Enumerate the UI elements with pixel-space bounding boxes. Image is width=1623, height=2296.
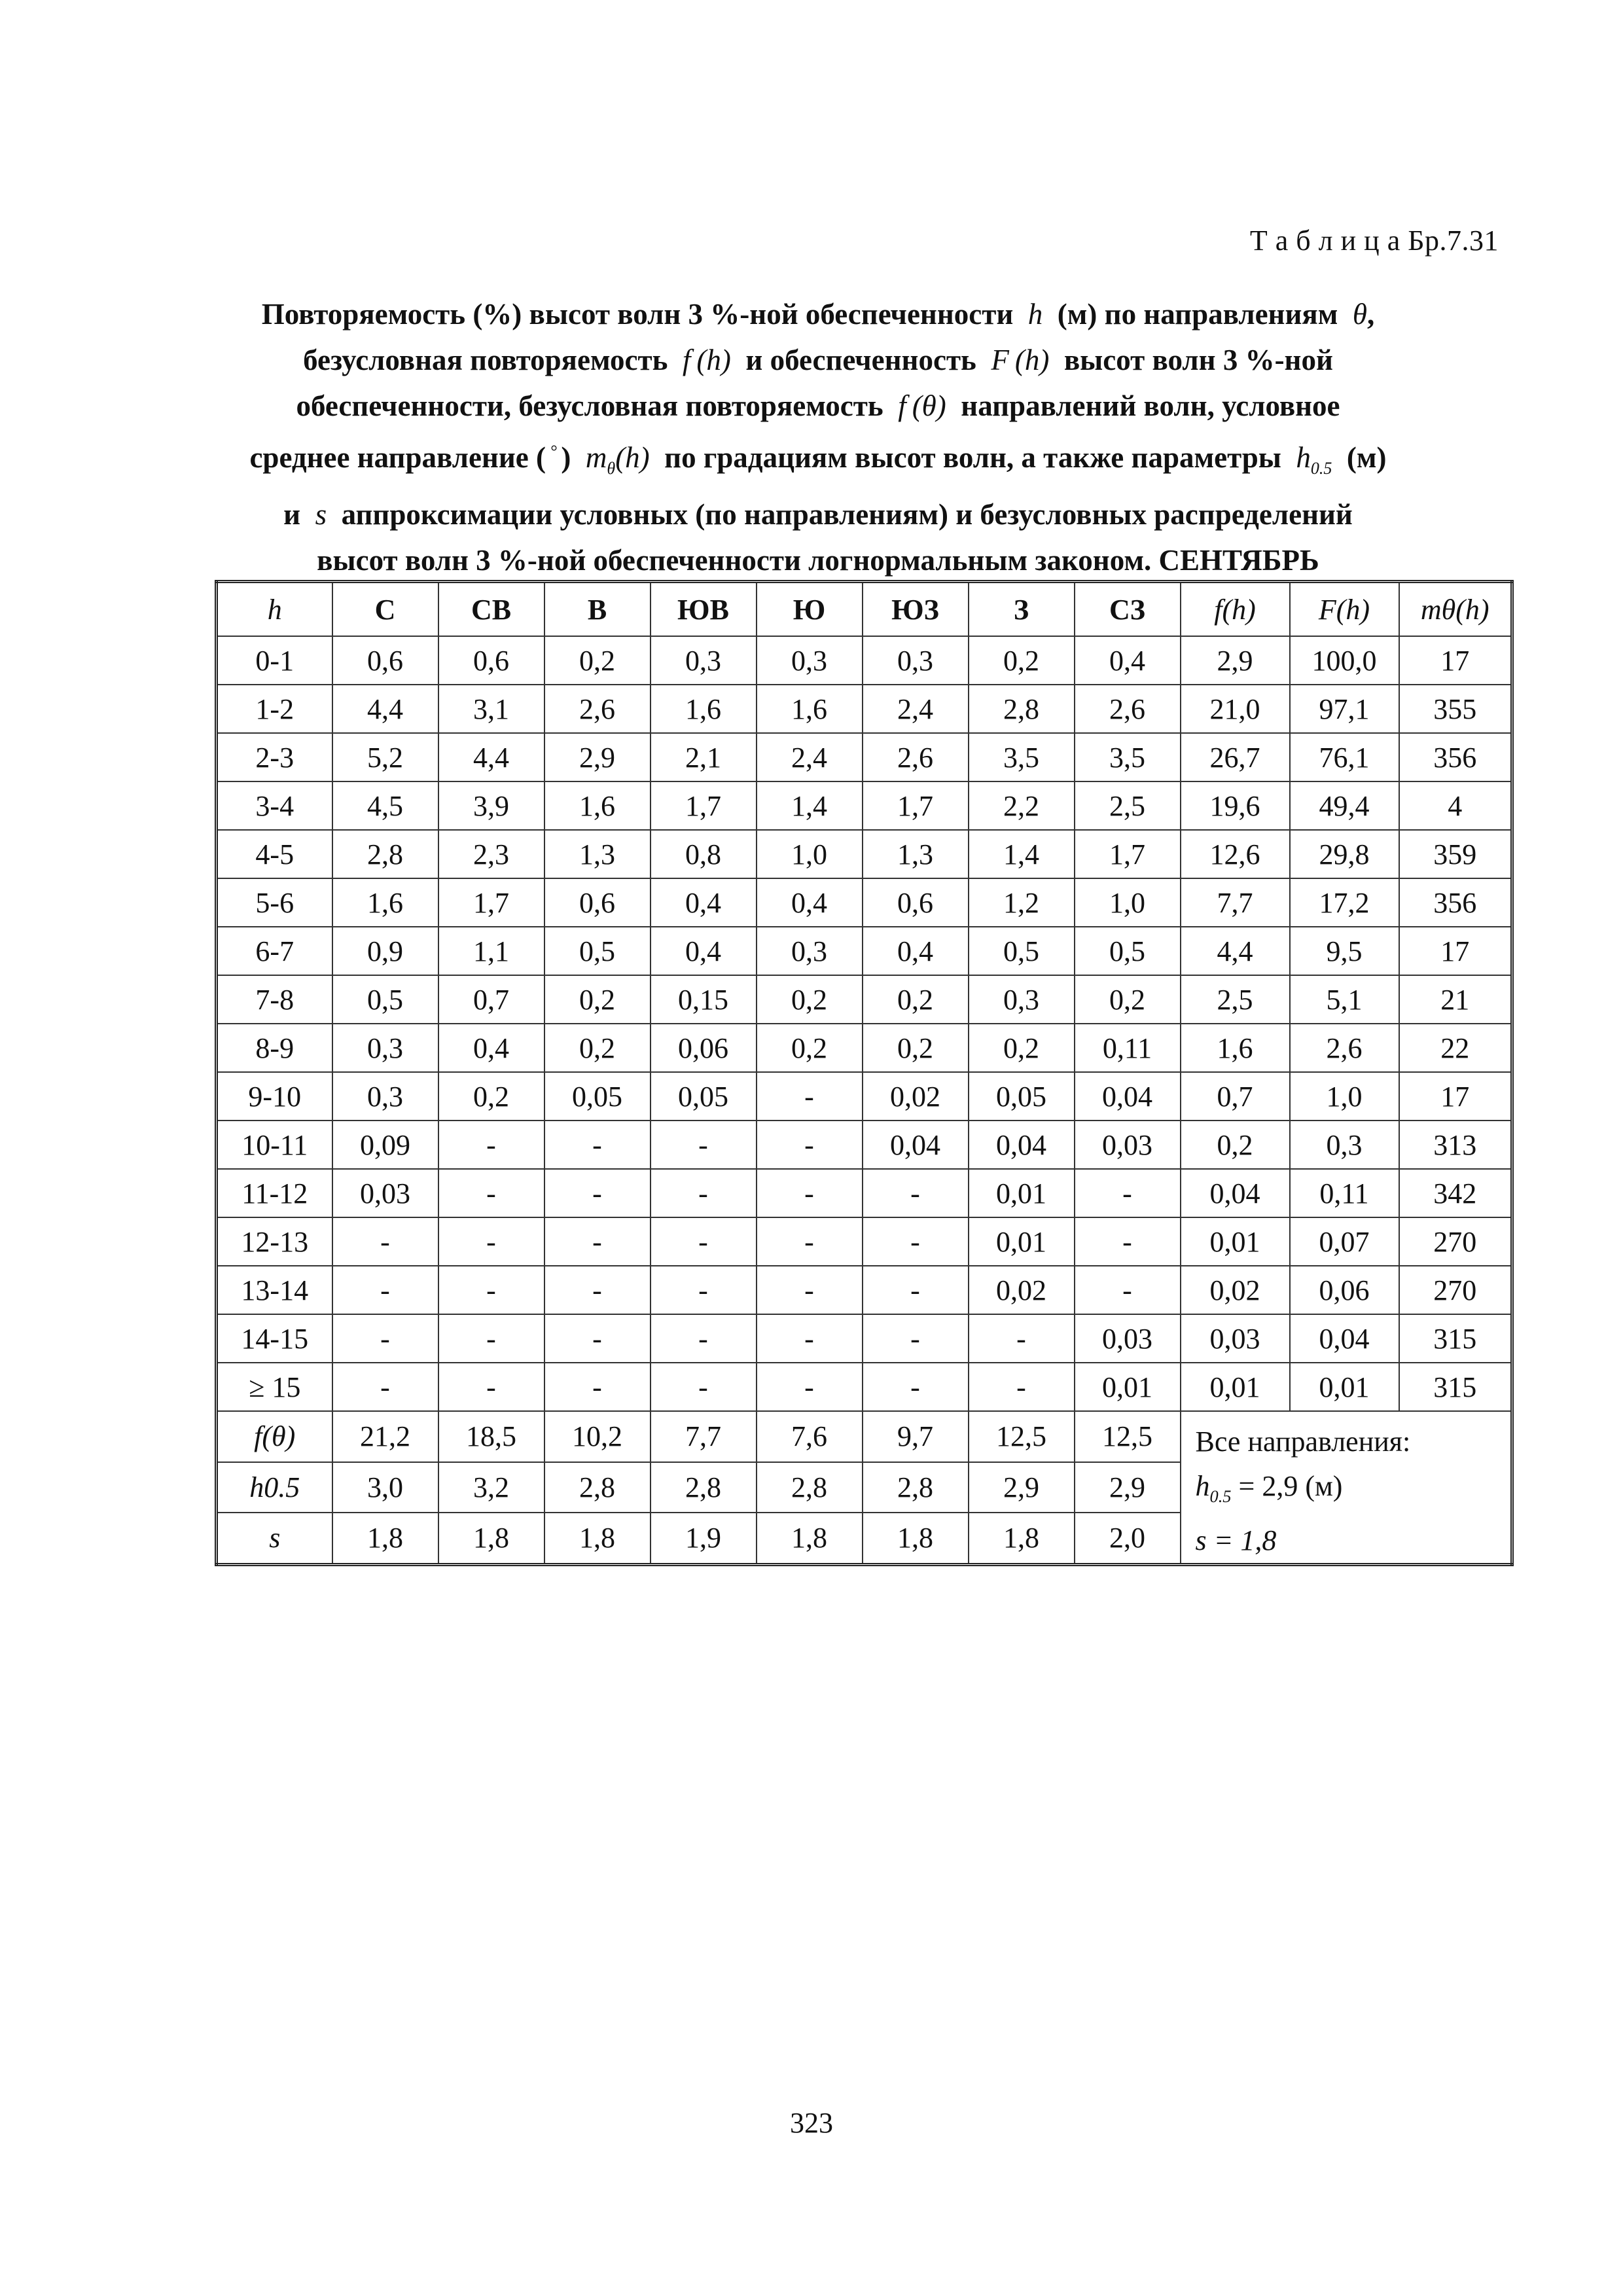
footer-row [217,1411,1512,1462]
table-cell: - [438,1314,544,1363]
table-cell: 0,11 [1075,1024,1181,1072]
table-row [217,1121,1512,1169]
table-cell: - [438,1121,544,1169]
summary-h: $h_{0.5} = 2,9$ (м) [1195,1470,1343,1506]
all-directions-summary [1181,1411,1512,1564]
table-cell: 2,2 [969,781,1075,830]
wave-height-table [215,580,1514,1566]
height-range-cell: 5-6 [217,878,332,927]
table-cell: 270 [1399,1217,1512,1266]
table-cell: 2,4 [863,685,969,733]
height-range-cell: 9-10 [217,1072,332,1121]
table-cell: 17 [1399,1072,1512,1121]
table-cell: 2,8 [757,1462,863,1513]
table-row [217,636,1512,685]
table-cell: 19,6 [1181,781,1290,830]
table-cell: 0,7 [1181,1072,1290,1121]
table-cell: 0,01 [1290,1363,1399,1411]
table-cell: 0,11 [1290,1169,1399,1217]
table-cell: 2,3 [438,830,544,878]
height-range-cell: 11-12 [217,1169,332,1217]
table-cell: 21,0 [1181,685,1290,733]
table-row [217,1314,1512,1363]
table-cell: 29,8 [1290,830,1399,878]
table-label: Т а б л и ц а Бр.7.31 [1249,224,1499,257]
table-cell: 0,5 [1075,927,1181,975]
height-range-cell: 4-5 [217,830,332,878]
table-cell: 1,6 [651,685,757,733]
table-cell: 0,03 [1075,1121,1181,1169]
table-cell: 1,7 [1075,830,1181,878]
table-footer [217,1411,1512,1564]
table-cell: 12,6 [1181,830,1290,878]
table-cell: 0,2 [1075,975,1181,1024]
table-cell: 0,04 [1181,1169,1290,1217]
table-row [217,685,1512,733]
table-cell: 0,4 [651,878,757,927]
table-cell: 0,01 [1075,1363,1181,1411]
table-cell: 2,9 [544,733,651,781]
table-cell: 4,4 [1181,927,1290,975]
table-cell: 5,2 [332,733,438,781]
table-cell: 0,2 [757,1024,863,1072]
table-cell: 315 [1399,1314,1512,1363]
header-cell: ЮВ [651,582,757,637]
table-cell: - [544,1217,651,1266]
table-cell: 1,8 [863,1513,969,1564]
height-range-cell: 10-11 [217,1121,332,1169]
table-cell: 21,2 [332,1411,438,1462]
table-cell: 0,01 [969,1169,1075,1217]
caption-line-2: безусловная повторяемость f (h) и обеспеченность F (h) высот волн 3 %-ной [303,344,1333,376]
table-cell: 0,05 [651,1072,757,1121]
caption-line-4: среднее направление ( ° ) $m_\theta(h)$ по градациям высот волн, а также параметры $h_{0.5}$ (м) [249,441,1387,478]
table-cell: 342 [1399,1169,1512,1217]
table-cell: 1,7 [438,878,544,927]
table-cell: 0,3 [332,1072,438,1121]
table-cell: 1,7 [863,781,969,830]
table-cell: 1,1 [438,927,544,975]
table-cell: 1,6 [757,685,863,733]
table-cell: 3,9 [438,781,544,830]
table-cell: 0,03 [1075,1314,1181,1363]
table-cell: 0,7 [438,975,544,1024]
table-cell: 313 [1399,1121,1512,1169]
table-cell: 0,03 [1181,1314,1290,1363]
height-range-cell: 13-14 [217,1266,332,1314]
table-cell: 0,06 [1290,1266,1399,1314]
table-cell: 4,5 [332,781,438,830]
table-cell: 3,0 [332,1462,438,1513]
summary-title: Все направления: [1195,1426,1411,1458]
table-cell: - [332,1314,438,1363]
height-range-cell: 7-8 [217,975,332,1024]
table-cell: - [863,1217,969,1266]
table-cell: - [757,1169,863,1217]
table-cell: 0,8 [651,830,757,878]
table-cell: - [332,1266,438,1314]
table-cell: 1,3 [863,830,969,878]
caption-line-1: Повторяемость (%) высот волн 3 %-ной обеспеченности h (м) по направлениям θ, [261,298,1375,331]
table-cell: 1,6 [544,781,651,830]
table-cell: 0,2 [544,975,651,1024]
table-cell: 2,6 [1290,1024,1399,1072]
table-cell: 21 [1399,975,1512,1024]
table-cell: - [544,1121,651,1169]
table-cell: - [969,1314,1075,1363]
height-range-cell: 1-2 [217,685,332,733]
table-cell: 1,4 [969,830,1075,878]
table-cell: 0,4 [863,927,969,975]
table-cell: 0,2 [1181,1121,1290,1169]
table-cell: 17 [1399,636,1512,685]
table-row [217,1024,1512,1072]
table-cell: 0,4 [1075,636,1181,685]
table-cell: 0,2 [969,1024,1075,1072]
table-cell: 0,3 [757,636,863,685]
height-range-cell: 8-9 [217,1024,332,1072]
table-cell: 5,1 [1290,975,1399,1024]
table-row [217,975,1512,1024]
header-cell: СЗ [1075,582,1181,637]
table-cell: 18,5 [438,1411,544,1462]
table-cell: 1,4 [757,781,863,830]
caption-line-5: и s аппроксимации условных (по направлениям) и безусловных распределений [283,498,1353,531]
table-cell: - [651,1314,757,1363]
table-cell: 359 [1399,830,1512,878]
table-cell: 315 [1399,1363,1512,1411]
table-cell: 0,5 [969,927,1075,975]
table-cell: 7,6 [757,1411,863,1462]
table-cell: 0,5 [544,927,651,975]
table-cell: 0,2 [757,975,863,1024]
table-cell: - [332,1217,438,1266]
table-cell: 2,4 [757,733,863,781]
table-cell: 2,6 [544,685,651,733]
height-range-cell: 3-4 [217,781,332,830]
table-row [217,1266,1512,1314]
table-cell: 0,5 [332,975,438,1024]
table-cell: 1,0 [757,830,863,878]
table-cell: - [1075,1169,1181,1217]
height-range-cell: 14-15 [217,1314,332,1363]
table-cell: 1,9 [651,1513,757,1564]
parameter-cell: s [217,1513,332,1564]
table-cell: 4,4 [438,733,544,781]
table-cell: 0,6 [544,878,651,927]
table-cell: 0,3 [863,636,969,685]
table-cell: 4,4 [332,685,438,733]
table-cell: 2,9 [969,1462,1075,1513]
table-cell: 1,6 [332,878,438,927]
table-caption [196,291,1440,583]
table-cell: - [544,1363,651,1411]
table-cell: 0,04 [1075,1072,1181,1121]
table-cell: - [651,1217,757,1266]
table-cell: 1,7 [651,781,757,830]
table-cell: 0,6 [332,636,438,685]
table-cell: - [1075,1217,1181,1266]
table-cell: 0,06 [651,1024,757,1072]
table-cell: 3,5 [1075,733,1181,781]
table-row [217,830,1512,878]
table-cell: - [863,1363,969,1411]
table-cell: 1,0 [1075,878,1181,927]
header-cell: mθ(h) [1399,582,1512,637]
header-cell: F(h) [1290,582,1399,637]
header-cell: З [969,582,1075,637]
table-cell: - [863,1169,969,1217]
table-cell: 356 [1399,878,1512,927]
table-cell: 12,5 [969,1411,1075,1462]
header-cell: СВ [438,582,544,637]
table-cell: 2,1 [651,733,757,781]
table-cell: 12,5 [1075,1411,1181,1462]
table-cell: 100,0 [1290,636,1399,685]
page-number: 323 [790,2107,833,2139]
table-cell: - [863,1314,969,1363]
table-cell: 2,8 [332,830,438,878]
table-cell: 1,3 [544,830,651,878]
table-cell: 3,5 [969,733,1075,781]
table-cell: 0,2 [863,975,969,1024]
table-cell: 97,1 [1290,685,1399,733]
header-row [217,582,1512,637]
table-cell: 1,8 [438,1513,544,1564]
table-cell: 0,9 [332,927,438,975]
table-cell: - [438,1266,544,1314]
table-cell: - [651,1266,757,1314]
parameter-cell: h0.5 [217,1462,332,1513]
table-cell: - [651,1121,757,1169]
table-row [217,878,1512,927]
table-cell: 3,2 [438,1462,544,1513]
table-cell: 2,8 [863,1462,969,1513]
table-cell: 0,2 [544,636,651,685]
table-cell: - [332,1363,438,1411]
table-cell: 0,2 [863,1024,969,1072]
table-cell: - [757,1072,863,1121]
table-cell: 0,15 [651,975,757,1024]
table-cell: - [544,1169,651,1217]
table-cell: 17,2 [1290,878,1399,927]
table-cell: - [1075,1266,1181,1314]
table-row [217,733,1512,781]
table-row [217,1169,1512,1217]
header-cell: В [544,582,651,637]
table-cell: 0,3 [1290,1121,1399,1169]
table-cell: 0,05 [544,1072,651,1121]
table-cell: 0,02 [863,1072,969,1121]
table-cell: 0,01 [1181,1217,1290,1266]
table-cell: 270 [1399,1266,1512,1314]
table-cell: 1,0 [1290,1072,1399,1121]
table-row [217,1072,1512,1121]
table-cell: - [757,1217,863,1266]
table-cell: 76,1 [1290,733,1399,781]
table-cell: 1,8 [969,1513,1075,1564]
table-cell: 3,1 [438,685,544,733]
table-cell: - [757,1266,863,1314]
caption-line-3: обеспеченности, безусловная повторяемость f (θ) направлений волн, условное [296,389,1340,422]
height-range-cell: 12-13 [217,1217,332,1266]
table-cell: 4 [1399,781,1512,830]
table-cell: 10,2 [544,1411,651,1462]
table-cell: - [544,1266,651,1314]
header-cell: С [332,582,438,637]
table-cell: 2,8 [651,1462,757,1513]
table-cell: 0,2 [969,636,1075,685]
height-range-cell: 0-1 [217,636,332,685]
table-cell: - [757,1121,863,1169]
parameter-cell: f(θ) [217,1411,332,1462]
header-cell: ЮЗ [863,582,969,637]
table-cell: 0,03 [332,1169,438,1217]
table-cell: - [544,1314,651,1363]
table-cell: 22 [1399,1024,1512,1072]
table-cell: 7,7 [1181,878,1290,927]
table-cell: 9,7 [863,1411,969,1462]
height-range-cell: ≥ 15 [217,1363,332,1411]
caption-line-6: высот волн 3 %-ной обеспеченности логнормальным законом. СЕНТЯБРЬ [317,544,1319,577]
table-cell: 49,4 [1290,781,1399,830]
table-cell: 0,6 [438,636,544,685]
table-cell: - [651,1363,757,1411]
table-cell: 0,2 [438,1072,544,1121]
table-cell: 9,5 [1290,927,1399,975]
table-cell: 2,5 [1075,781,1181,830]
table-cell: 355 [1399,685,1512,733]
table-cell: 0,04 [969,1121,1075,1169]
table-cell: 0,01 [969,1217,1075,1266]
table-cell: 26,7 [1181,733,1290,781]
header-cell: h [217,582,332,637]
table-cell: 2,9 [1075,1462,1181,1513]
table-cell: 1,2 [969,878,1075,927]
table-cell: 0,3 [757,927,863,975]
table-cell: 0,02 [1181,1266,1290,1314]
table-row [217,927,1512,975]
table-cell: 2,5 [1181,975,1290,1024]
header-cell: f(h) [1181,582,1290,637]
table-cell: 2,6 [1075,685,1181,733]
table-cell: - [438,1363,544,1411]
table-cell: 1,8 [332,1513,438,1564]
table-cell: 2,9 [1181,636,1290,685]
table-cell: 0,04 [1290,1314,1399,1363]
table-cell: 1,8 [757,1513,863,1564]
table-cell: - [757,1363,863,1411]
table-cell: 0,4 [757,878,863,927]
summary-s: s = 1,8 [1195,1524,1277,1556]
height-range-cell: 2-3 [217,733,332,781]
table-cell: 1,6 [1181,1024,1290,1072]
table-body [217,636,1512,1411]
table-cell: 0,3 [969,975,1075,1024]
height-range-cell: 6-7 [217,927,332,975]
table-cell: 1,8 [544,1513,651,1564]
table-cell: 7,7 [651,1411,757,1462]
table-cell: 0,6 [863,878,969,927]
table-cell: - [438,1217,544,1266]
table-cell: - [651,1169,757,1217]
table-cell: 0,05 [969,1072,1075,1121]
table-cell: 0,4 [651,927,757,975]
table-cell: - [969,1363,1075,1411]
header-cell: Ю [757,582,863,637]
table-cell: 0,04 [863,1121,969,1169]
table-cell: 2,8 [544,1462,651,1513]
table-cell: 0,2 [544,1024,651,1072]
table-cell: 0,02 [969,1266,1075,1314]
table-cell: 2,0 [1075,1513,1181,1564]
table-row [217,1363,1512,1411]
table-cell: 0,01 [1181,1363,1290,1411]
table-cell: 2,8 [969,685,1075,733]
table-cell: 356 [1399,733,1512,781]
table-cell: - [757,1314,863,1363]
table-row [217,781,1512,830]
table-cell: 0,3 [651,636,757,685]
table-cell: 0,09 [332,1121,438,1169]
table-cell: - [863,1266,969,1314]
table-cell: 17 [1399,927,1512,975]
table-cell: - [438,1169,544,1217]
table-cell: 0,4 [438,1024,544,1072]
table-row [217,1217,1512,1266]
table-cell: 0,07 [1290,1217,1399,1266]
table-cell: 2,6 [863,733,969,781]
table-cell: 0,3 [332,1024,438,1072]
